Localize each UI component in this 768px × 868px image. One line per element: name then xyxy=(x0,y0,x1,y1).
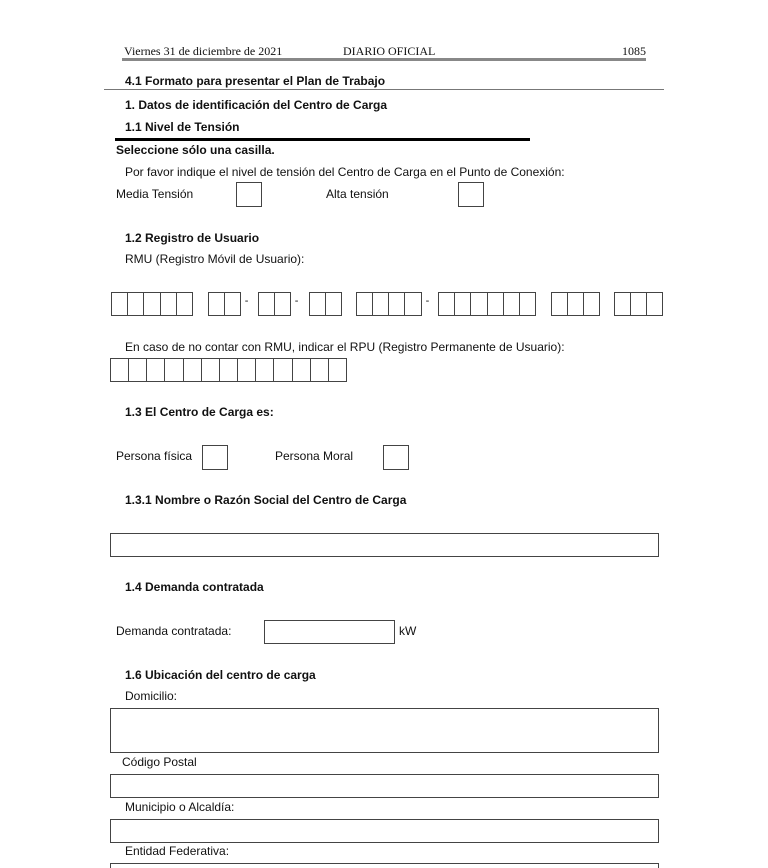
rpu-cell[interactable] xyxy=(111,359,129,381)
rmu-cell[interactable] xyxy=(389,293,405,315)
rmu-separator: - xyxy=(425,295,430,307)
rmu-cell[interactable] xyxy=(568,293,584,315)
rmu-cell[interactable] xyxy=(439,293,455,315)
rmu-group[interactable] xyxy=(356,292,422,316)
rpu-cell[interactable] xyxy=(293,359,311,381)
rmu-cell[interactable] xyxy=(488,293,504,315)
rmu-cell[interactable] xyxy=(520,293,535,315)
rmu-group[interactable] xyxy=(208,292,241,316)
divider xyxy=(115,138,530,141)
entidad-input[interactable] xyxy=(110,863,659,868)
s11-prompt: Por favor indique el nivel de tensión del Centro de Carga en el Punto de Conexión: xyxy=(125,165,565,179)
rmu-cell[interactable] xyxy=(405,293,420,315)
demanda-label: Demanda contratada: xyxy=(116,624,232,638)
rmu-cell[interactable] xyxy=(112,293,128,315)
rmu-group[interactable] xyxy=(309,292,342,316)
rmu-group[interactable] xyxy=(258,292,291,316)
rmu-cell[interactable] xyxy=(647,293,662,315)
rmu-cell[interactable] xyxy=(504,293,520,315)
cp-input[interactable] xyxy=(110,774,659,798)
rmu-separator: - xyxy=(294,295,299,307)
option-media-label: Media Tensión xyxy=(116,187,194,201)
rmu-separator: - xyxy=(244,295,249,307)
rpu-group[interactable] xyxy=(110,358,347,382)
alta-tension-checkbox[interactable] xyxy=(458,182,484,207)
header-date: Viernes 31 de diciembre de 2021 xyxy=(124,44,283,58)
header-page-number: 1085 xyxy=(622,44,646,58)
rmu-cell[interactable] xyxy=(373,293,389,315)
rmu-cell[interactable] xyxy=(631,293,647,315)
rmu-cell[interactable] xyxy=(552,293,568,315)
rpu-cell[interactable] xyxy=(238,359,256,381)
rmu-cell[interactable] xyxy=(225,293,240,315)
rpu-cell[interactable] xyxy=(165,359,183,381)
divider xyxy=(104,89,664,90)
media-tension-checkbox[interactable] xyxy=(236,182,262,207)
rmu-cell[interactable] xyxy=(209,293,225,315)
rmu-group[interactable] xyxy=(614,292,663,316)
s14-title: 1.4 Demanda contratada xyxy=(125,580,264,594)
demanda-input[interactable] xyxy=(264,620,395,644)
persona-moral-checkbox[interactable] xyxy=(383,445,409,470)
razon-social-input[interactable] xyxy=(110,533,659,557)
header-rule xyxy=(122,58,646,61)
rpu-cell[interactable] xyxy=(184,359,202,381)
rmu-cell[interactable] xyxy=(128,293,144,315)
rmu-cell[interactable] xyxy=(455,293,471,315)
rmu-cell[interactable] xyxy=(471,293,487,315)
domicilio-input[interactable] xyxy=(110,708,659,753)
rmu-cell[interactable] xyxy=(584,293,599,315)
s11-title: 1.1 Nivel de Tensión xyxy=(125,120,240,134)
s11-instruction: Seleccione sólo una casilla. xyxy=(116,143,275,157)
persona-fisica-checkbox[interactable] xyxy=(202,445,228,470)
rmu-cell[interactable] xyxy=(177,293,192,315)
rmu-cell[interactable] xyxy=(144,293,160,315)
option-fisica-label: Persona física xyxy=(116,449,193,463)
entidad-label: Entidad Federativa: xyxy=(125,844,230,858)
rpu-cell[interactable] xyxy=(129,359,147,381)
rmu-group[interactable] xyxy=(551,292,600,316)
domicilio-label: Domicilio: xyxy=(125,689,178,703)
s16-title: 1.6 Ubicación del centro de carga xyxy=(125,668,316,682)
rmu-cell[interactable] xyxy=(275,293,290,315)
rpu-cell[interactable] xyxy=(311,359,329,381)
header-publication: DIARIO OFICIAL xyxy=(343,44,436,58)
section-title: 4.1 Formato para presentar el Plan de Trabajo xyxy=(125,74,386,88)
rpu-label: En caso de no contar con RMU, indicar el RPU (Registro Permanente de Usuario): xyxy=(125,340,565,354)
rpu-cell[interactable] xyxy=(256,359,274,381)
municipio-label: Municipio o Alcaldía: xyxy=(125,800,235,814)
rpu-cell[interactable] xyxy=(202,359,220,381)
rmu-group[interactable] xyxy=(438,292,536,316)
s12-title: 1.2 Registro de Usuario xyxy=(125,231,260,245)
rmu-label: RMU (Registro Móvil de Usuario): xyxy=(125,252,305,266)
rmu-cell[interactable] xyxy=(357,293,373,315)
demanda-unit: kW xyxy=(399,624,417,638)
rpu-cell[interactable] xyxy=(147,359,165,381)
s131-title: 1.3.1 Nombre o Razón Social del Centro de Carga xyxy=(125,493,407,507)
rpu-cell[interactable] xyxy=(274,359,292,381)
municipio-input[interactable] xyxy=(110,819,659,843)
rmu-cell[interactable] xyxy=(326,293,341,315)
rpu-cell[interactable] xyxy=(329,359,346,381)
rpu-cell[interactable] xyxy=(220,359,238,381)
rmu-cell[interactable] xyxy=(615,293,631,315)
rmu-cell[interactable] xyxy=(259,293,275,315)
s1-title: 1. Datos de identificación del Centro de Carga xyxy=(125,98,388,112)
rmu-group[interactable] xyxy=(111,292,193,316)
cp-label: Código Postal xyxy=(122,755,197,769)
option-alta-label: Alta tensión xyxy=(326,187,389,201)
rmu-cell[interactable] xyxy=(310,293,326,315)
s13-title: 1.3 El Centro de Carga es: xyxy=(125,405,274,419)
rmu-cell[interactable] xyxy=(161,293,177,315)
option-moral-label: Persona Moral xyxy=(275,449,354,463)
